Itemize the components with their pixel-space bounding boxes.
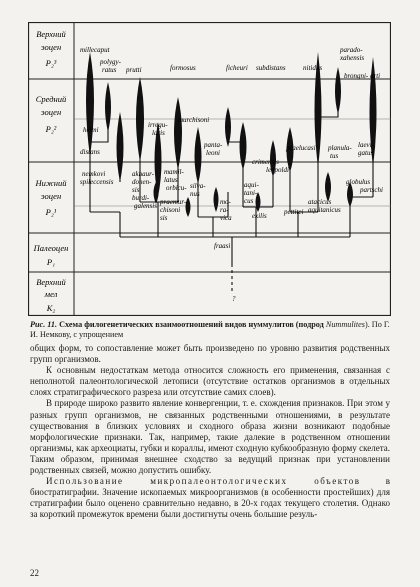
svg-text:Верхний bbox=[36, 277, 66, 287]
species-label: formosus bbox=[170, 64, 196, 72]
stage-upper-cretaceous-index: K₂ bbox=[46, 303, 56, 313]
species-label: tus bbox=[330, 152, 339, 160]
svg-text:мел bbox=[44, 289, 58, 299]
stage-upper-eocene-line1: Верхний bbox=[36, 29, 66, 39]
paragraph-2: К основным недостаткам метода относится сложность его применения, связанная с неполнотой палеонтологической летописи (отсутствие остатков организмов в отдельных слоях стратиграфического разреза или отсутствие самих слоев). bbox=[30, 365, 390, 398]
paragraph-3: В природе широко развито явление конвергенции, т. е. схождения признаков. При этом у разных групп организмов, не связанных родственными отношениями, в результате существования в близких условиях и сходного образа жизни возникают подобные морфологические признаки. Так, например, такие далекие в родственном отношении организмы, как археоциаты, губки и кораллы, имеют сходную кубкообразную форму скелета. Таким образом, принимая внешнее сходство за ведущий признак при установлении родственных связей, можно допустить ошибку. bbox=[30, 398, 390, 476]
species-label: akhaur- bbox=[132, 170, 155, 178]
species-label: cus bbox=[244, 197, 254, 205]
stage-middle-eocene-line1: Средний bbox=[35, 94, 67, 104]
species-label: polygy- bbox=[100, 58, 121, 66]
species-label: ra- bbox=[220, 206, 229, 214]
stage-upper-eocene-line2: эоцен bbox=[40, 42, 62, 52]
species-label: exilis bbox=[252, 212, 267, 220]
species-label: partschi bbox=[360, 186, 383, 194]
species-label: fraasi bbox=[214, 242, 231, 250]
svg-text:P₁ bbox=[46, 257, 55, 267]
species-label: nitidus bbox=[303, 64, 323, 72]
species-label: nemkovi bbox=[82, 170, 106, 178]
stage-paleocene-index: P₁ bbox=[46, 257, 56, 267]
species-label: tani- bbox=[244, 189, 258, 197]
svg-text:эоцен bbox=[41, 191, 61, 201]
species-label: parado- bbox=[340, 46, 363, 54]
species-label: chisoni bbox=[160, 206, 181, 214]
species-label: xahensis bbox=[340, 54, 365, 62]
species-label: mamil- bbox=[164, 168, 184, 176]
species-label: spileccensis bbox=[80, 178, 114, 186]
svg-text:P₂² bbox=[45, 124, 57, 134]
species-label: aqui- bbox=[244, 181, 259, 189]
species-label: millecaput bbox=[80, 46, 110, 54]
species-label: leoni bbox=[206, 149, 220, 157]
stage-paleocene-line1: Палеоцен bbox=[33, 243, 69, 253]
svg-text:эоцен bbox=[41, 42, 61, 52]
stage-upper-eocene-index: P₂³ bbox=[45, 58, 57, 68]
caption-genus: Nummulites bbox=[325, 320, 365, 329]
species-label: orbicu- bbox=[166, 184, 187, 192]
species-label: ? bbox=[232, 295, 236, 303]
species-label: burdi- bbox=[132, 194, 150, 202]
species-label: vica bbox=[220, 214, 232, 222]
species-label: aquitanicus bbox=[308, 206, 341, 214]
figure-caption bbox=[30, 320, 390, 340]
svg-text:Верхний bbox=[36, 29, 66, 39]
paragraph-1: общих форм, то сопоставление может быть произведено по уровню развития родственных групп организмов. bbox=[30, 343, 390, 365]
species-label: silva- bbox=[190, 182, 206, 190]
stage-lower-eocene-line1: Нижний bbox=[35, 178, 67, 188]
species-label: sis bbox=[132, 186, 140, 194]
species-ranges bbox=[86, 52, 377, 217]
species-label: nus bbox=[190, 190, 200, 198]
species-label: subdistans bbox=[256, 64, 286, 72]
stage-middle-eocene-line2: эоцен bbox=[40, 107, 62, 117]
stage-middle-eocene-index: P₂² bbox=[45, 124, 57, 134]
species-label: sis bbox=[160, 214, 168, 222]
paragraph-4-rest: в биостратиграфии. Значение ископаемых микроорганизмов (в особенности простейших) для стратиграфии было оценено сравнительно недавно, в 20-х годах текущего столетия. Однако за короткий промежуток времени были достигнуты очень большие резуль- bbox=[30, 476, 390, 520]
species-label: globulus bbox=[346, 178, 371, 186]
species-label: crimensis bbox=[252, 158, 279, 166]
svg-text:Палеоцен bbox=[33, 243, 69, 253]
caption-tail: ). По Г. И. Немкову, с упрощением bbox=[30, 320, 390, 339]
species-label: galensis bbox=[134, 202, 157, 210]
paragraph-4-lead: Использование микропалеонтологических объектов bbox=[46, 476, 361, 487]
species-label: mo- bbox=[220, 198, 231, 206]
phylogeny-figure bbox=[28, 22, 391, 316]
svg-text:P₂¹ bbox=[45, 207, 57, 217]
svg-text:P₂³ bbox=[45, 58, 57, 68]
stage-labels bbox=[33, 29, 69, 313]
body-text bbox=[30, 343, 390, 521]
species-label: ficheuri bbox=[226, 64, 248, 72]
species-label: laevi- bbox=[358, 141, 374, 149]
svg-text:Нижний bbox=[34, 178, 67, 188]
species-label: atacicus bbox=[308, 198, 332, 206]
svg-text:K₂ bbox=[46, 303, 56, 313]
page-number: 22 bbox=[30, 568, 39, 578]
caption-title: Схема филогенетических взаимоотношений видов нуммулитов (подрод bbox=[59, 320, 324, 329]
species-label: irregu- bbox=[148, 121, 168, 129]
stage-lower-eocene-index: P₂¹ bbox=[45, 207, 57, 217]
species-label: panta- bbox=[204, 141, 223, 149]
stage-upper-cretaceous-line1: Верхний bbox=[36, 277, 66, 287]
paragraph-4 bbox=[30, 476, 390, 520]
species-label: brongni- arti bbox=[344, 72, 381, 80]
species-label: praelucasi bbox=[286, 144, 316, 152]
caption-label: Рис. 11. bbox=[30, 320, 58, 329]
stage-lower-eocene-line2: эоцен bbox=[40, 191, 62, 201]
stage-upper-cretaceous-line2: мел bbox=[44, 289, 58, 299]
species-label: latus bbox=[164, 176, 178, 184]
species-label: praemur- bbox=[160, 198, 187, 206]
svg-text:эоцен bbox=[41, 107, 61, 117]
species-label: laris bbox=[152, 129, 165, 137]
species-label: distans bbox=[80, 148, 100, 156]
species-label: murchisoni bbox=[178, 116, 210, 124]
species-label: pettitei bbox=[284, 208, 304, 216]
species-label: helmi bbox=[83, 126, 99, 134]
species-label: leopoldi bbox=[266, 166, 289, 174]
species-label: planula- bbox=[328, 144, 352, 152]
svg-text:Средний bbox=[36, 94, 67, 104]
species-label: gatus bbox=[358, 149, 374, 157]
species-label: ratus bbox=[102, 66, 117, 74]
species-label: donen- bbox=[132, 178, 152, 186]
species-label: prutti bbox=[126, 66, 142, 74]
